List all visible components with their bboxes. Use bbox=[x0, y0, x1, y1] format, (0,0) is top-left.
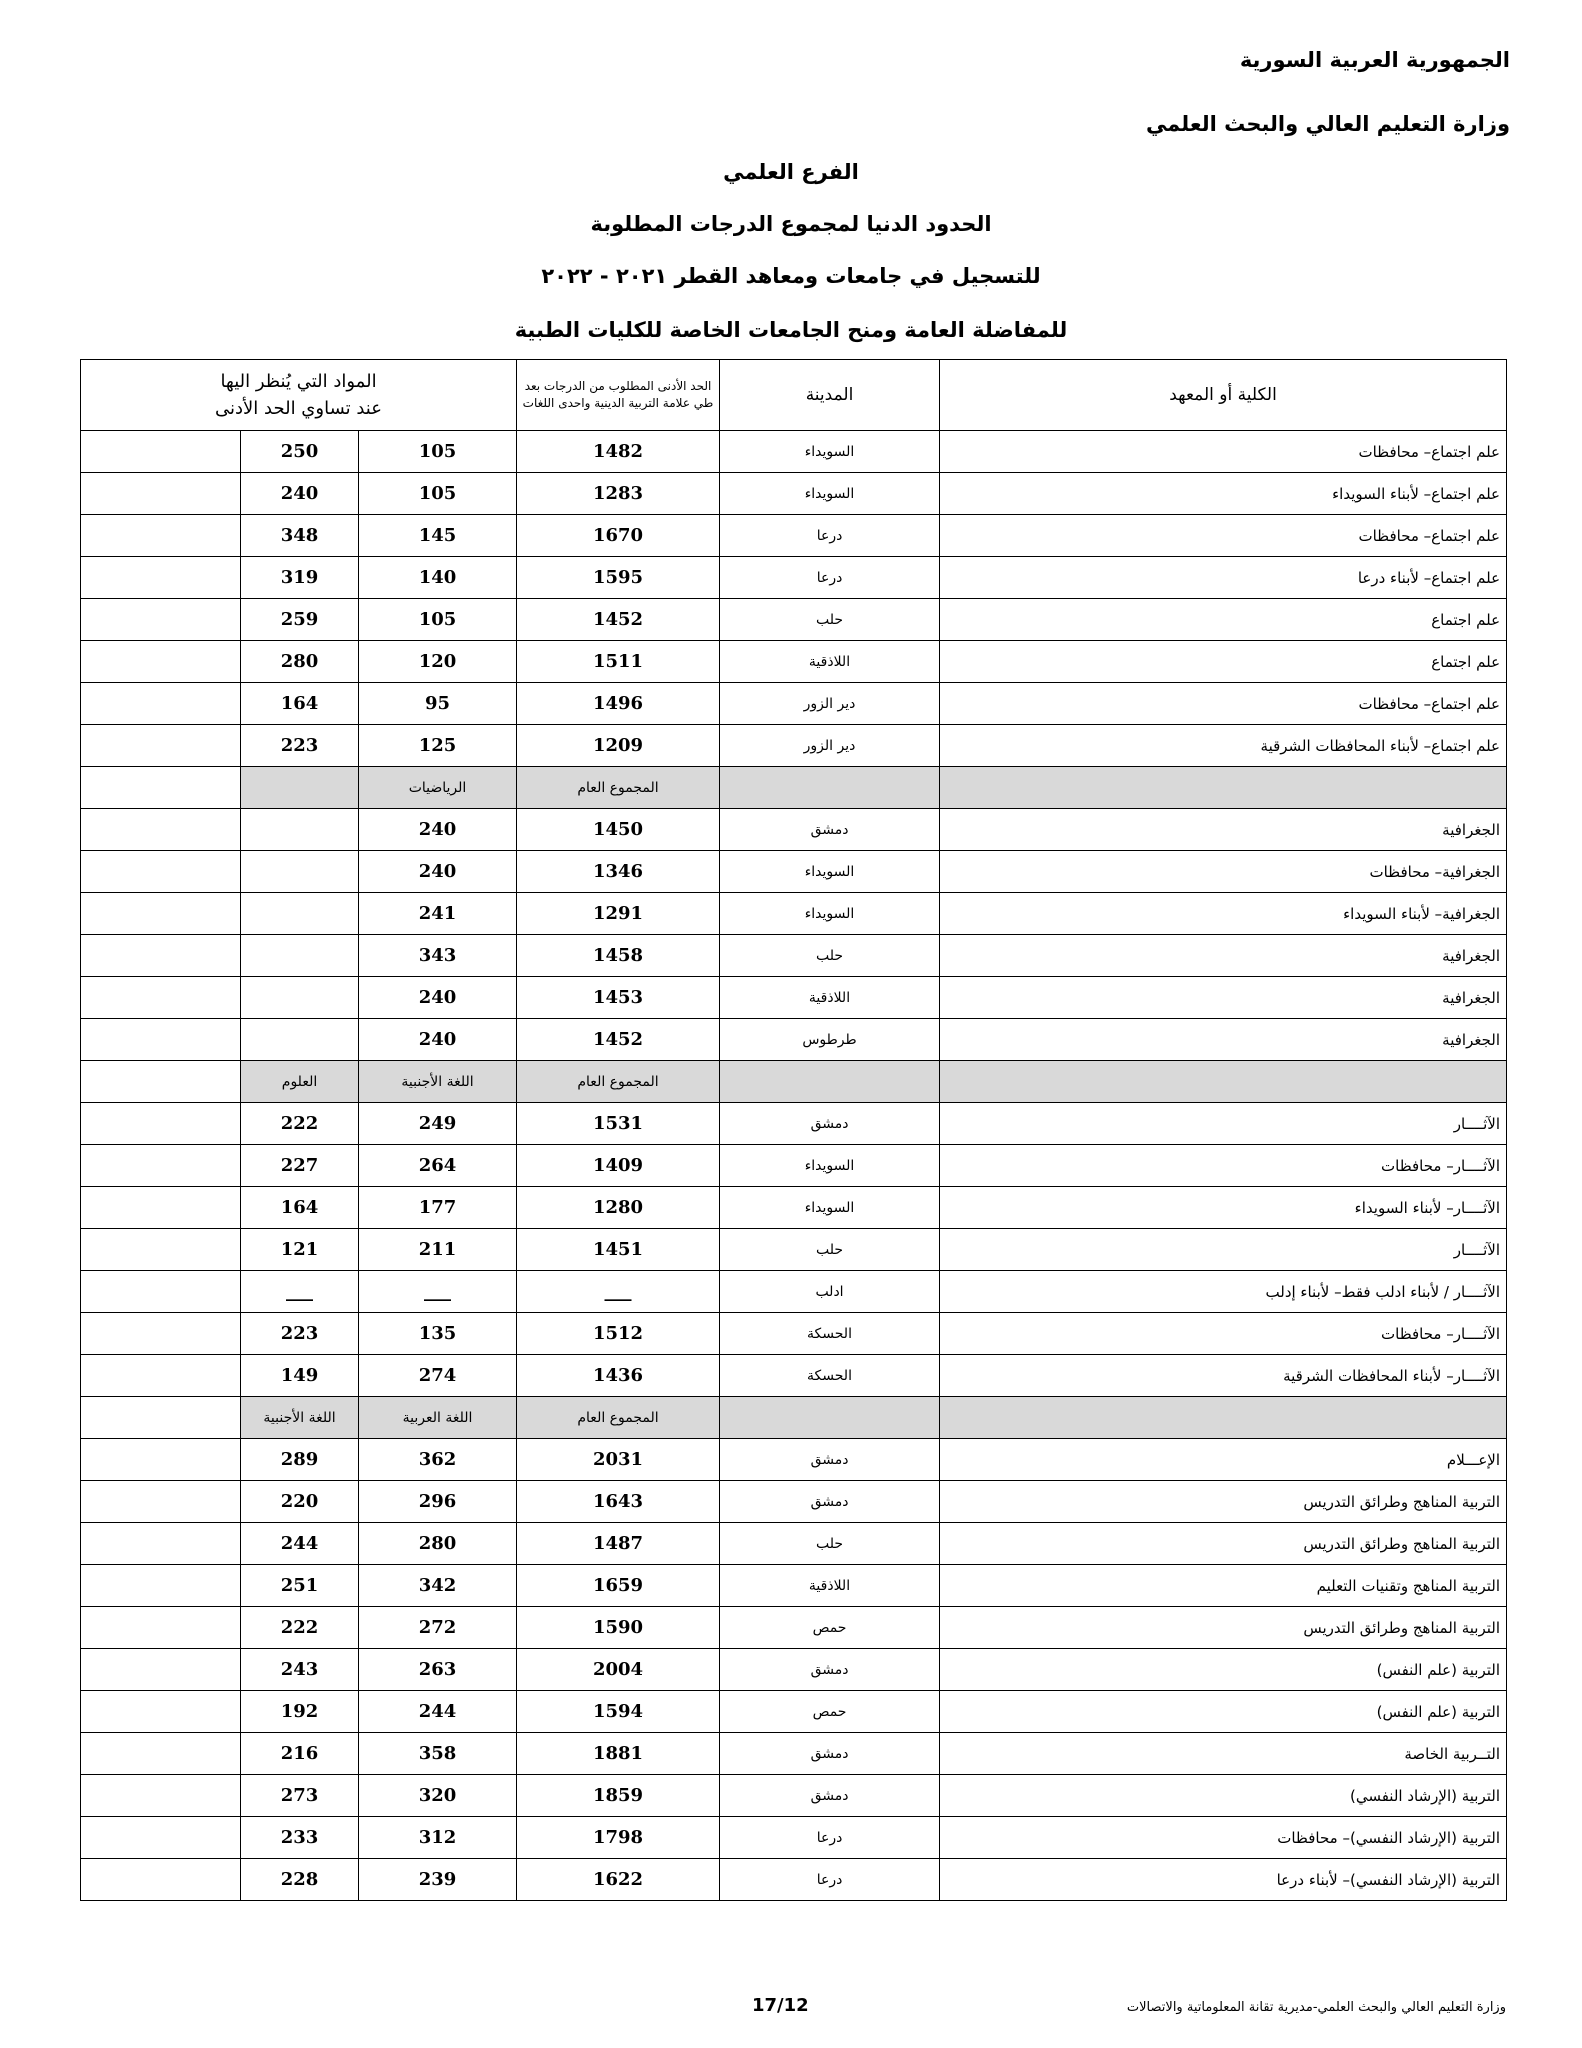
faculty-cell: الجغرافية– لأبناء السويداء bbox=[940, 893, 1507, 935]
tie-subject-1-cell: 342 bbox=[359, 1565, 517, 1607]
tie-subject-2-cell: 250 bbox=[241, 431, 359, 473]
subheader-trailing-blank bbox=[81, 1397, 241, 1439]
city-cell: السويداء bbox=[720, 473, 940, 515]
tie-subject-1-cell: 280 bbox=[359, 1523, 517, 1565]
subheader-trailing-blank bbox=[81, 767, 241, 809]
subheader-city-blank bbox=[720, 1061, 940, 1103]
table-row bbox=[81, 1523, 1507, 1565]
min-score-cell: 1622 bbox=[517, 1859, 720, 1901]
subheader-col1: المجموع العام bbox=[517, 767, 720, 809]
city-cell: حمص bbox=[720, 1691, 940, 1733]
empty-cell bbox=[81, 515, 241, 557]
table-row bbox=[81, 1019, 1507, 1061]
subheader-col3: اللغة الأجنبية bbox=[241, 1397, 359, 1439]
page-number: 17/12 bbox=[752, 1995, 809, 2016]
faculty-cell: علم اجتماع bbox=[940, 641, 1507, 683]
city-cell: حلب bbox=[720, 599, 940, 641]
city-cell: السويداء bbox=[720, 851, 940, 893]
subheader-faculty-blank bbox=[940, 1061, 1507, 1103]
faculty-cell: الجغرافية bbox=[940, 935, 1507, 977]
tie-subject-1-cell: 249 bbox=[359, 1103, 517, 1145]
min-score-cell: 1209 bbox=[517, 725, 720, 767]
table-row bbox=[81, 1271, 1507, 1313]
table-row bbox=[81, 977, 1507, 1019]
table-row bbox=[81, 1481, 1507, 1523]
tie-subject-2-cell bbox=[241, 935, 359, 977]
empty-cell bbox=[81, 1733, 241, 1775]
min-score-cell: 1594 bbox=[517, 1691, 720, 1733]
faculty-cell: الآثــــار– لأبناء المحافظات الشرقية bbox=[940, 1355, 1507, 1397]
subheader-city-blank bbox=[720, 767, 940, 809]
table-row bbox=[81, 1103, 1507, 1145]
empty-cell bbox=[81, 725, 241, 767]
min-score-cell: 1452 bbox=[517, 599, 720, 641]
faculty-cell: التــربية الخاصة bbox=[940, 1733, 1507, 1775]
tie-subject-2-cell: 240 bbox=[241, 473, 359, 515]
tie-subject-1-cell: 211 bbox=[359, 1229, 517, 1271]
empty-cell bbox=[81, 473, 241, 515]
faculty-cell: التربية المناهج وطرائق التدريس bbox=[940, 1481, 1507, 1523]
header-tie-subjects-line1: المواد التي يُنظر اليها bbox=[220, 371, 377, 392]
empty-cell bbox=[81, 935, 241, 977]
empty-cell bbox=[81, 1691, 241, 1733]
min-score-cell: 1436 bbox=[517, 1355, 720, 1397]
tie-subject-1-cell: 95 bbox=[359, 683, 517, 725]
tie-subject-1-cell: 274 bbox=[359, 1355, 517, 1397]
tie-subject-2-cell bbox=[241, 1019, 359, 1061]
faculty-cell: علم اجتماع– محافظات bbox=[940, 515, 1507, 557]
min-score-cell: 1346 bbox=[517, 851, 720, 893]
city-cell: درعا bbox=[720, 557, 940, 599]
min-score-cell: 1798 bbox=[517, 1817, 720, 1859]
empty-cell bbox=[81, 641, 241, 683]
faculty-cell: الآثــــار– لأبناء السويداء bbox=[940, 1187, 1507, 1229]
min-score-cell: 1595 bbox=[517, 557, 720, 599]
tie-subject-1-cell: 241 bbox=[359, 893, 517, 935]
subheader-faculty-blank bbox=[940, 767, 1507, 809]
empty-cell bbox=[81, 1229, 241, 1271]
city-cell: حلب bbox=[720, 1229, 940, 1271]
faculty-cell: علم اجتماع– محافظات bbox=[940, 431, 1507, 473]
faculty-cell: التربية المناهج وطرائق التدريس bbox=[940, 1607, 1507, 1649]
city-cell: دمشق bbox=[720, 1733, 940, 1775]
tie-subject-1-cell: 239 bbox=[359, 1859, 517, 1901]
table-row bbox=[81, 809, 1507, 851]
table-row bbox=[81, 1859, 1507, 1901]
min-score-cell: 1496 bbox=[517, 683, 720, 725]
tie-subject-2-cell bbox=[241, 851, 359, 893]
city-cell: دمشق bbox=[720, 809, 940, 851]
empty-cell bbox=[81, 1355, 241, 1397]
header-tie-subjects bbox=[81, 360, 517, 431]
table-row bbox=[81, 1649, 1507, 1691]
tie-subject-2-cell: 222 bbox=[241, 1103, 359, 1145]
city-cell: دمشق bbox=[720, 1649, 940, 1691]
city-cell: دير الزور bbox=[720, 725, 940, 767]
empty-cell bbox=[81, 1481, 241, 1523]
min-score-cell: 1283 bbox=[517, 473, 720, 515]
faculty-cell: الإعـــلام bbox=[940, 1439, 1507, 1481]
subheader-city-blank bbox=[720, 1397, 940, 1439]
tie-subject-1-cell: 105 bbox=[359, 431, 517, 473]
city-cell: السويداء bbox=[720, 1187, 940, 1229]
city-cell: درعا bbox=[720, 515, 940, 557]
tie-subject-2-cell: 244 bbox=[241, 1523, 359, 1565]
city-cell: السويداء bbox=[720, 893, 940, 935]
faculty-cell: علم اجتماع bbox=[940, 599, 1507, 641]
faculty-cell: التربية (الإرشاد النفسي)– لأبناء درعا bbox=[940, 1859, 1507, 1901]
subheader-col2: الرياضيات bbox=[359, 767, 517, 809]
faculty-cell: التربية (علم النفس) bbox=[940, 1691, 1507, 1733]
tie-subject-2-cell: 289 bbox=[241, 1439, 359, 1481]
tie-subject-2-cell: 220 bbox=[241, 1481, 359, 1523]
min-score-cell: 1458 bbox=[517, 935, 720, 977]
table-row bbox=[81, 935, 1507, 977]
faculty-cell: علم اجتماع– لأبناء المحافظات الشرقية bbox=[940, 725, 1507, 767]
min-score-cell: 1452 bbox=[517, 1019, 720, 1061]
city-cell: الحسكة bbox=[720, 1313, 940, 1355]
table-row bbox=[81, 515, 1507, 557]
tie-subject-1-cell: 135 bbox=[359, 1313, 517, 1355]
tie-subject-1-cell: 244 bbox=[359, 1691, 517, 1733]
tie-subject-1-cell: 240 bbox=[359, 809, 517, 851]
faculty-cell: علم اجتماع– محافظات bbox=[940, 683, 1507, 725]
empty-cell bbox=[81, 1271, 241, 1313]
table-row bbox=[81, 557, 1507, 599]
city-cell: دمشق bbox=[720, 1103, 940, 1145]
empty-cell bbox=[81, 977, 241, 1019]
subheader-col3: العلوم bbox=[241, 1061, 359, 1103]
ministry-name: وزارة التعليم العالي والبحث العلمي bbox=[1145, 112, 1510, 136]
tie-subject-2-cell: ___ bbox=[241, 1271, 359, 1313]
city-cell: طرطوس bbox=[720, 1019, 940, 1061]
tie-subject-1-cell: 362 bbox=[359, 1439, 517, 1481]
tie-subject-1-cell: 343 bbox=[359, 935, 517, 977]
header-city: المدينة bbox=[720, 360, 940, 431]
table-row bbox=[81, 1565, 1507, 1607]
competition-title: للمفاضلة العامة ومنح الجامعات الخاصة للكليات الطبية bbox=[514, 318, 1068, 342]
min-score-cell: 1512 bbox=[517, 1313, 720, 1355]
faculty-cell: الجغرافية bbox=[940, 1019, 1507, 1061]
subheader-col3 bbox=[241, 767, 359, 809]
subheader-trailing-blank bbox=[81, 1061, 241, 1103]
tie-subject-1-cell: 264 bbox=[359, 1145, 517, 1187]
tie-subject-2-cell bbox=[241, 977, 359, 1019]
tie-subject-1-cell: 272 bbox=[359, 1607, 517, 1649]
min-score-cell: 1590 bbox=[517, 1607, 720, 1649]
faculty-cell: التربية المناهج وتقنيات التعليم bbox=[940, 1565, 1507, 1607]
min-score-cell: 1450 bbox=[517, 809, 720, 851]
city-cell: الحسكة bbox=[720, 1355, 940, 1397]
tie-subject-2-cell: 149 bbox=[241, 1355, 359, 1397]
city-cell: حلب bbox=[720, 935, 940, 977]
tie-subject-1-cell: 120 bbox=[359, 641, 517, 683]
city-cell: اللاذقية bbox=[720, 1565, 940, 1607]
tie-subject-1-cell: 145 bbox=[359, 515, 517, 557]
table-row bbox=[81, 1607, 1507, 1649]
tie-subject-2-cell: 259 bbox=[241, 599, 359, 641]
faculty-cell: الآثــــار / لأبناء ادلب فقط– لأبناء إدلب bbox=[940, 1271, 1507, 1313]
min-score-cell: ___ bbox=[517, 1271, 720, 1313]
table-row bbox=[81, 641, 1507, 683]
empty-cell bbox=[81, 1145, 241, 1187]
subheader-col1: المجموع العام bbox=[517, 1397, 720, 1439]
empty-cell bbox=[81, 893, 241, 935]
city-cell: حمص bbox=[720, 1607, 940, 1649]
empty-cell bbox=[81, 1859, 241, 1901]
tie-subject-1-cell: 358 bbox=[359, 1733, 517, 1775]
empty-cell bbox=[81, 1523, 241, 1565]
tie-subject-2-cell bbox=[241, 893, 359, 935]
faculty-cell: التربية (علم النفس) bbox=[940, 1649, 1507, 1691]
empty-cell bbox=[81, 599, 241, 641]
min-score-cell: 1670 bbox=[517, 515, 720, 557]
tie-subject-1-cell: ___ bbox=[359, 1271, 517, 1313]
subheader-col2: اللغة العربية bbox=[359, 1397, 517, 1439]
table-row bbox=[81, 1229, 1507, 1271]
tie-subject-1-cell: 240 bbox=[359, 1019, 517, 1061]
city-cell: حلب bbox=[720, 1523, 940, 1565]
section-subheader-row bbox=[81, 1397, 1507, 1439]
city-cell: دير الزور bbox=[720, 683, 940, 725]
empty-cell bbox=[81, 1607, 241, 1649]
faculty-cell: الآثــــار– محافظات bbox=[940, 1145, 1507, 1187]
subheader-faculty-blank bbox=[940, 1397, 1507, 1439]
table-row bbox=[81, 1817, 1507, 1859]
tie-subject-2-cell: 223 bbox=[241, 725, 359, 767]
table-row bbox=[81, 851, 1507, 893]
header-tie-subjects-line2: عند تساوي الحد الأدنى bbox=[215, 398, 382, 419]
min-score-cell: 1409 bbox=[517, 1145, 720, 1187]
table-row bbox=[81, 599, 1507, 641]
min-score-cell: 1280 bbox=[517, 1187, 720, 1229]
city-cell: ادلب bbox=[720, 1271, 940, 1313]
table-row bbox=[81, 1145, 1507, 1187]
faculty-cell: علم اجتماع– لأبناء درعا bbox=[940, 557, 1507, 599]
tie-subject-1-cell: 263 bbox=[359, 1649, 517, 1691]
table-row bbox=[81, 1775, 1507, 1817]
empty-cell bbox=[81, 1649, 241, 1691]
scores-table bbox=[80, 359, 1507, 1901]
tie-subject-1-cell: 105 bbox=[359, 599, 517, 641]
tie-subject-1-cell: 312 bbox=[359, 1817, 517, 1859]
table-row bbox=[81, 725, 1507, 767]
tie-subject-2-cell: 251 bbox=[241, 1565, 359, 1607]
empty-cell bbox=[81, 809, 241, 851]
tie-subject-1-cell: 177 bbox=[359, 1187, 517, 1229]
country-name: الجمهورية العربية السورية bbox=[1239, 48, 1510, 72]
faculty-cell: الآثــــار bbox=[940, 1229, 1507, 1271]
subheader-col1: المجموع العام bbox=[517, 1061, 720, 1103]
tie-subject-2-cell: 228 bbox=[241, 1859, 359, 1901]
tie-subject-1-cell: 140 bbox=[359, 557, 517, 599]
table-row bbox=[81, 431, 1507, 473]
subtitle: الحدود الدنيا لمجموع الدرجات المطلوبة bbox=[590, 212, 992, 236]
tie-subject-2-cell: 121 bbox=[241, 1229, 359, 1271]
table-header-row bbox=[81, 360, 1507, 431]
tie-subject-2-cell: 222 bbox=[241, 1607, 359, 1649]
section-subheader-row bbox=[81, 1061, 1507, 1103]
faculty-cell: التربية المناهج وطرائق التدريس bbox=[940, 1523, 1507, 1565]
min-score-cell: 2004 bbox=[517, 1649, 720, 1691]
tie-subject-2-cell: 273 bbox=[241, 1775, 359, 1817]
faculty-cell: الآثــــار– محافظات bbox=[940, 1313, 1507, 1355]
table-row bbox=[81, 1187, 1507, 1229]
faculty-cell: علم اجتماع– لأبناء السويداء bbox=[940, 473, 1507, 515]
faculty-cell: الآثــــار bbox=[940, 1103, 1507, 1145]
min-score-cell: 1487 bbox=[517, 1523, 720, 1565]
table-row bbox=[81, 1313, 1507, 1355]
tie-subject-1-cell: 105 bbox=[359, 473, 517, 515]
min-score-cell: 1531 bbox=[517, 1103, 720, 1145]
city-cell: اللاذقية bbox=[720, 977, 940, 1019]
empty-cell bbox=[81, 1817, 241, 1859]
tie-subject-2-cell: 319 bbox=[241, 557, 359, 599]
city-cell: السويداء bbox=[720, 1145, 940, 1187]
table-row bbox=[81, 1733, 1507, 1775]
min-score-cell: 1643 bbox=[517, 1481, 720, 1523]
tie-subject-2-cell: 223 bbox=[241, 1313, 359, 1355]
faculty-cell: التربية (الإرشاد النفسي)– محافظات bbox=[940, 1817, 1507, 1859]
tie-subject-1-cell: 320 bbox=[359, 1775, 517, 1817]
tie-subject-2-cell: 164 bbox=[241, 1187, 359, 1229]
table-row bbox=[81, 473, 1507, 515]
footer-text: وزارة التعليم العالي والبحث العلمي-مديرية تقانة المعلوماتية والاتصالات bbox=[1126, 2000, 1506, 2015]
min-score-cell: 1859 bbox=[517, 1775, 720, 1817]
min-score-cell: 2031 bbox=[517, 1439, 720, 1481]
empty-cell bbox=[81, 683, 241, 725]
tie-subject-2-cell: 348 bbox=[241, 515, 359, 557]
tie-subject-1-cell: 240 bbox=[359, 851, 517, 893]
table-row bbox=[81, 1439, 1507, 1481]
table-row bbox=[81, 893, 1507, 935]
empty-cell bbox=[81, 1103, 241, 1145]
subheader-col2: اللغة الأجنبية bbox=[359, 1061, 517, 1103]
min-score-cell: 1881 bbox=[517, 1733, 720, 1775]
registration-title: للتسجيل في جامعات ومعاهد القطر ٢٠٢١ - ٢٠٢٢ bbox=[541, 264, 1041, 288]
branch-title: الفرع العلمي bbox=[723, 160, 859, 184]
empty-cell bbox=[81, 1775, 241, 1817]
city-cell: دمشق bbox=[720, 1775, 940, 1817]
min-score-cell: 1511 bbox=[517, 641, 720, 683]
tie-subject-2-cell: 280 bbox=[241, 641, 359, 683]
empty-cell bbox=[81, 431, 241, 473]
min-score-cell: 1453 bbox=[517, 977, 720, 1019]
min-score-cell: 1291 bbox=[517, 893, 720, 935]
faculty-cell: الجغرافية bbox=[940, 809, 1507, 851]
tie-subject-2-cell bbox=[241, 809, 359, 851]
tie-subject-2-cell: 227 bbox=[241, 1145, 359, 1187]
section-subheader-row bbox=[81, 767, 1507, 809]
city-cell: السويداء bbox=[720, 431, 940, 473]
table-row bbox=[81, 1355, 1507, 1397]
min-score-cell: 1659 bbox=[517, 1565, 720, 1607]
faculty-cell: التربية (الإرشاد النفسي) bbox=[940, 1775, 1507, 1817]
tie-subject-1-cell: 125 bbox=[359, 725, 517, 767]
empty-cell bbox=[81, 851, 241, 893]
empty-cell bbox=[81, 1565, 241, 1607]
empty-cell bbox=[81, 1313, 241, 1355]
min-score-cell: 1451 bbox=[517, 1229, 720, 1271]
empty-cell bbox=[81, 557, 241, 599]
faculty-cell: الجغرافية bbox=[940, 977, 1507, 1019]
city-cell: درعا bbox=[720, 1817, 940, 1859]
tie-subject-2-cell: 216 bbox=[241, 1733, 359, 1775]
tie-subject-2-cell: 164 bbox=[241, 683, 359, 725]
faculty-cell: الجغرافية– محافظات bbox=[940, 851, 1507, 893]
tie-subject-2-cell: 243 bbox=[241, 1649, 359, 1691]
tie-subject-2-cell: 233 bbox=[241, 1817, 359, 1859]
empty-cell bbox=[81, 1439, 241, 1481]
table-row bbox=[81, 683, 1507, 725]
city-cell: درعا bbox=[720, 1859, 940, 1901]
table-row bbox=[81, 1691, 1507, 1733]
city-cell: اللاذقية bbox=[720, 641, 940, 683]
tie-subject-1-cell: 296 bbox=[359, 1481, 517, 1523]
empty-cell bbox=[81, 1187, 241, 1229]
tie-subject-1-cell: 240 bbox=[359, 977, 517, 1019]
header-faculty: الكلية أو المعهد bbox=[940, 360, 1507, 431]
city-cell: دمشق bbox=[720, 1481, 940, 1523]
tie-subject-2-cell: 192 bbox=[241, 1691, 359, 1733]
city-cell: دمشق bbox=[720, 1439, 940, 1481]
min-score-cell: 1482 bbox=[517, 431, 720, 473]
empty-cell bbox=[81, 1019, 241, 1061]
header-min-score: الحد الأدنى المطلوب من الدرجات بعد طي علامة التربية الدينية واحدى اللغات bbox=[517, 360, 720, 431]
